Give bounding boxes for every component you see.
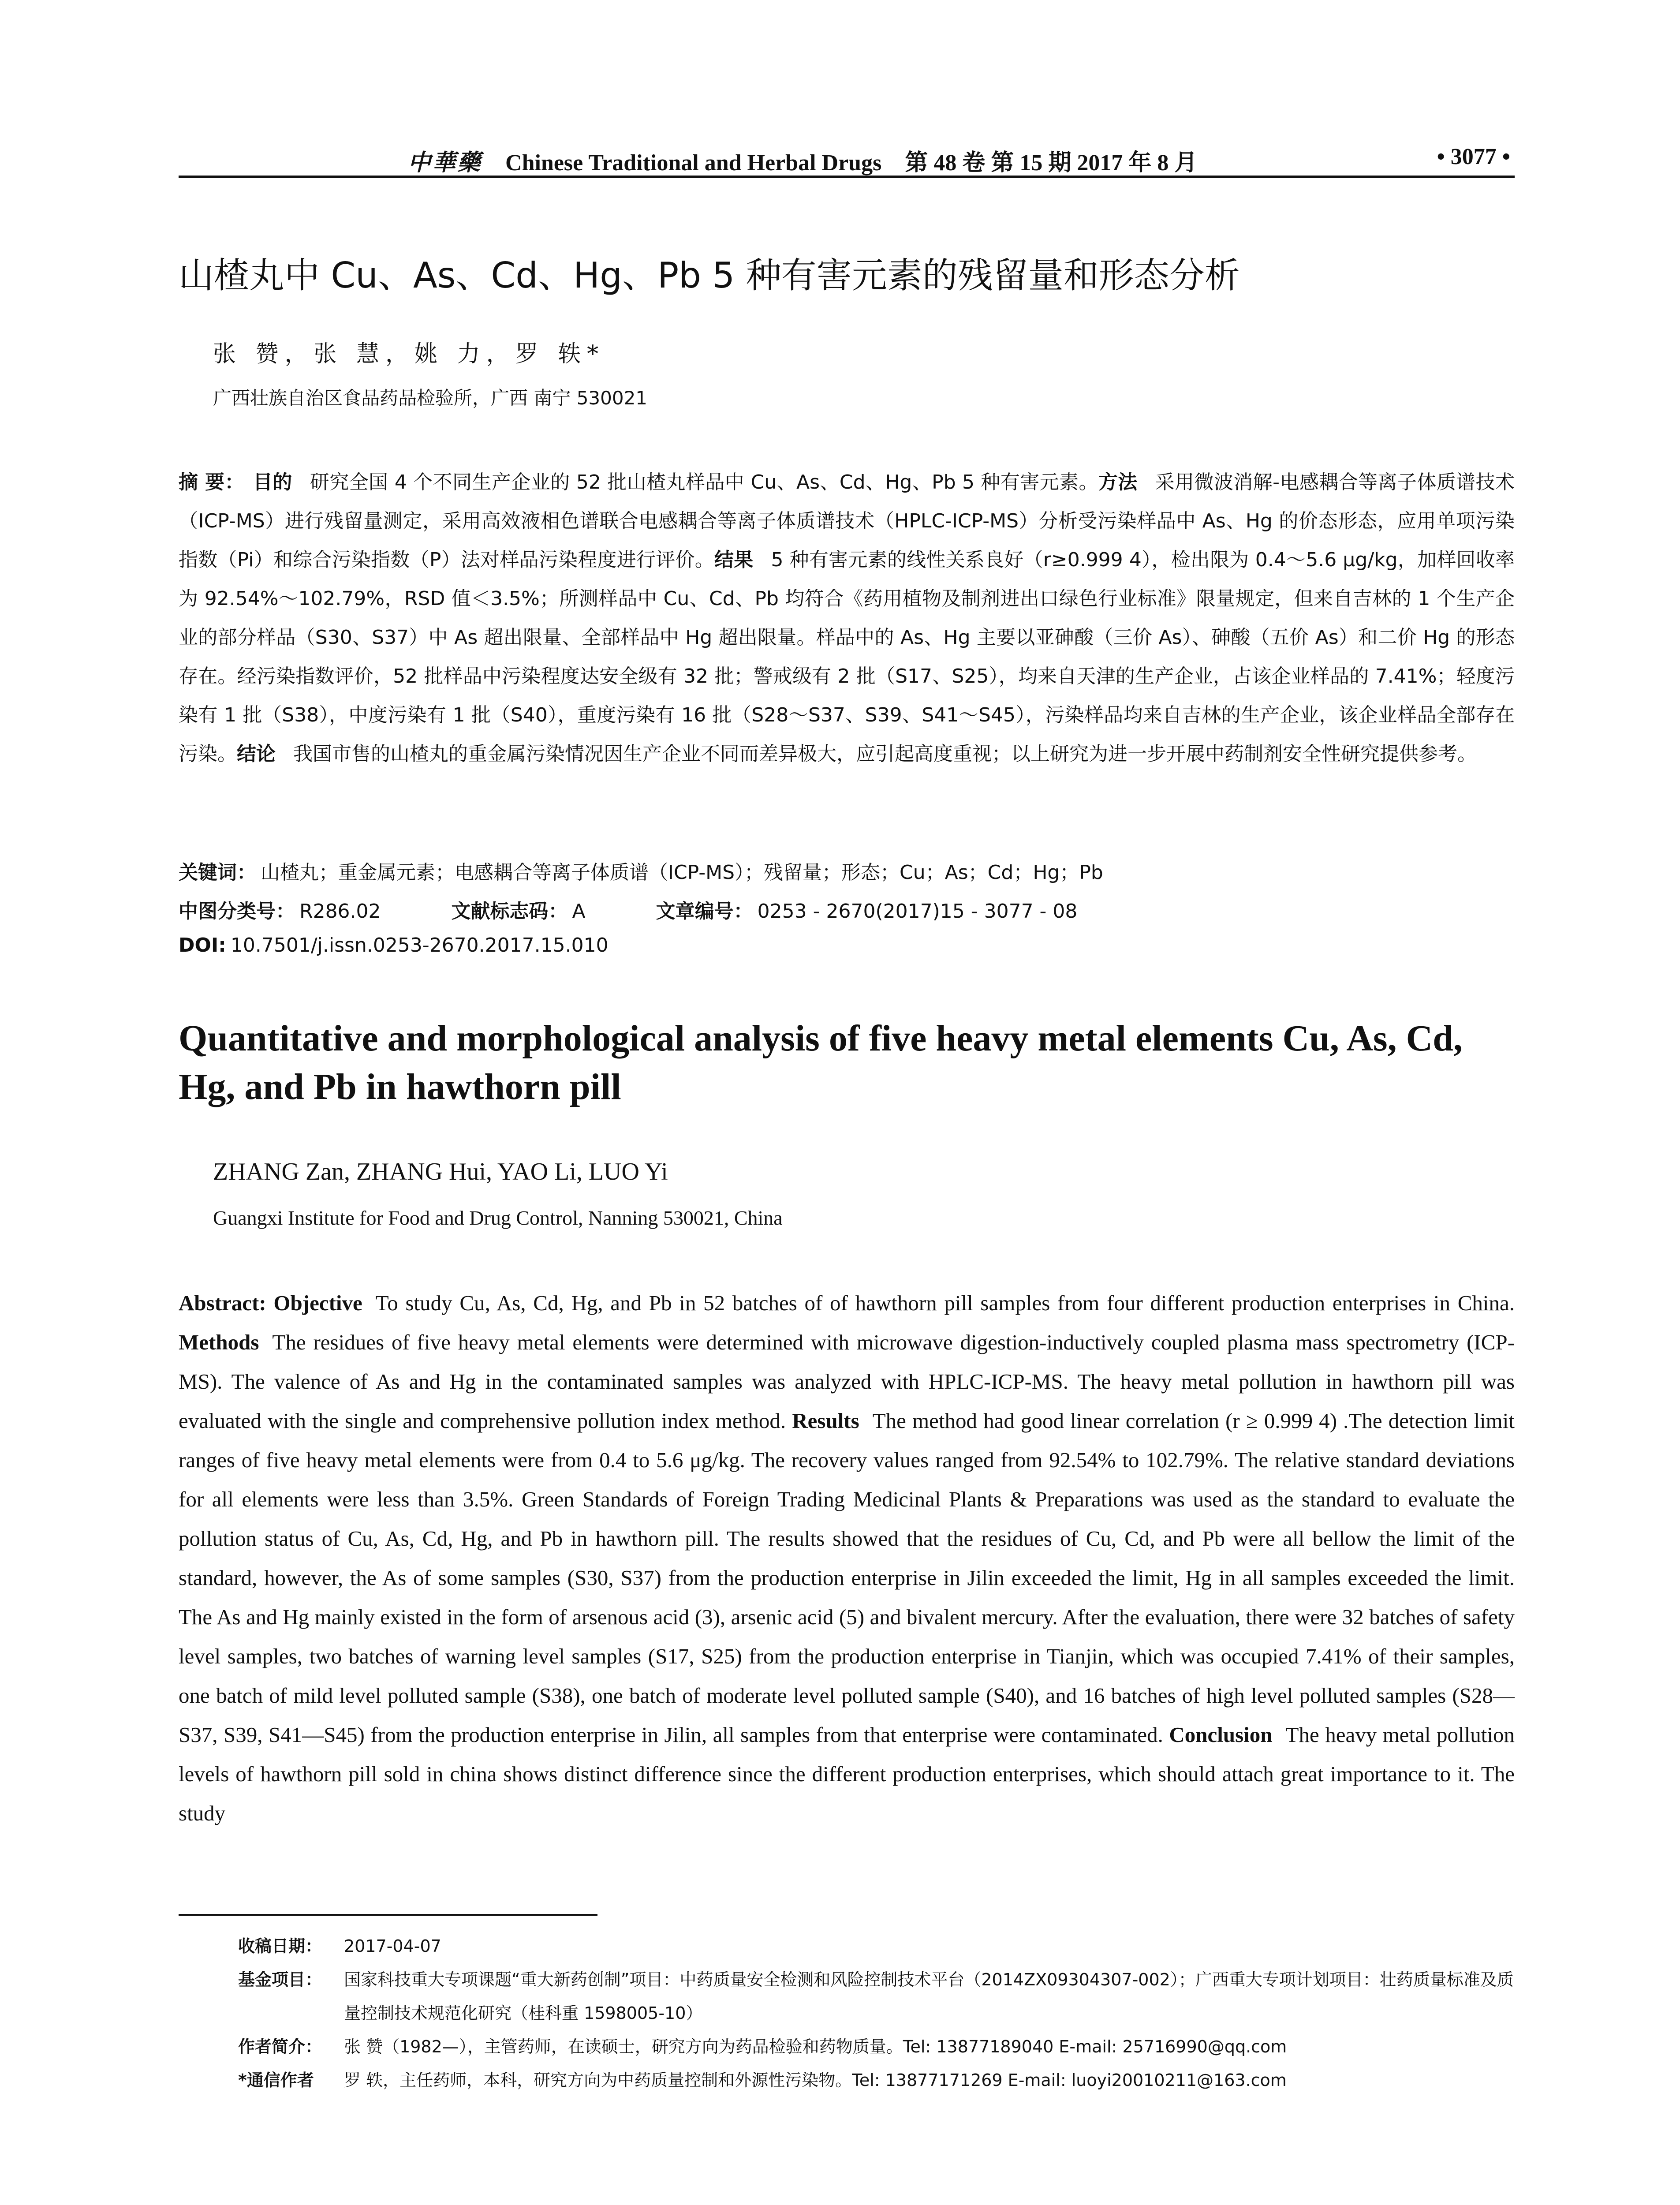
methods-label-en: Methods: [179, 1330, 259, 1354]
methods-text: 采用微波消解-电感耦合等离子体质谱技术（ICP-MS）进行残留量测定，采用高效液相色谱联合电感耦合等离子体质谱技术（HPLC-ICP-MS）分析受污染样品中 As、Hg 的价态形态，应用单项污染指数（Pi）和综合污染指数（P）法对样品污染程度进行评价。: [179, 471, 1515, 571]
keywords-label: 关键词：: [179, 861, 256, 884]
footnote-author: [238, 2030, 1515, 2063]
clc-label: 中图分类号：: [179, 900, 295, 923]
author-label: 作者简介：: [238, 2037, 322, 2056]
objective-text: 研究全国 4 个不同生产企业的 52 批山楂丸样品中 Cu、As、Cd、Hg、Pb 5 种有害元素。: [310, 471, 1098, 493]
methods-text-en: The residues of five heavy metal elements were determined with microwave digestion-inductively coupled plasma mass spectrometry (ICP-MS). The valence of As and Hg in the contaminated samples was analyzed with HPLC-ICP-MS. The heavy metal pollution in hawthorn pill was evaluated with the single and comprehensive pollution index method.: [179, 1330, 1515, 1433]
corresponding-label: *通信作者: [238, 2070, 314, 2090]
conclusion-text: 我国市售的山楂丸的重金属污染情况因生产企业不同而差异极大，应引起高度重视；以上研究为进一步开展中药制剂安全性研究提供参考。: [293, 743, 1477, 765]
objective-text-en: To study Cu, As, Cd, Hg, and Pb in 52 batches of of hawthorn pill samples from four different production enterprises in China.: [375, 1291, 1515, 1315]
journal-info: [408, 144, 1197, 177]
received-label: 收稿日期：: [238, 1936, 322, 1956]
article-number: 0253 - 2670(2017)15 - 3077 - 08: [757, 900, 1078, 923]
doc-code: A: [572, 900, 586, 923]
footnote-divider: [179, 1914, 597, 1916]
english-abstract: [179, 1283, 1515, 1833]
doi-link[interactable]: 10.7501/j.issn.0253-2670.2017.15.010: [230, 934, 609, 957]
results-text: 5 种有害元素的线性关系良好（r≥0.999 4），检出限为 0.4～5.6 μg/kg，加样回收率为 92.54%～102.79%，RSD 值＜3.5%；所测样品中 Cu、Cd、Pb 均符合《药用植物及制剂进出口绿色行业标准》限量规定，但来自吉林的 1 个生产企业的部分样品（S30、S37）中 As 超出限量、全部样品中 Hg 超出限量。样品中的 As、Hg 主要以亚砷酸（三价 As）、砷酸（五价 As）和二价 Hg 的形态存在。经污染指数评价，52 批样品中污染程度达安全级有 32 批；警戒级有 2 批（S17、S25），均来自天津的生产企业，占该企业样品的 7.41%；轻度污染有 1 批（S38），中度污染有 1 批（S40），重度污染有 16 批（S28～S37、S39、S41～S45），污染样品均来自吉林的生产企业，该企业样品全部存在污染。: [179, 549, 1515, 765]
clc-code: R286.02: [299, 900, 381, 923]
footnote-received: [238, 1929, 1515, 1963]
chinese-abstract: [179, 463, 1515, 774]
journal-name: Chinese Traditional and Herbal Drugs: [505, 150, 882, 176]
keywords: 山楂丸；重金属元素；电感耦合等离子体质谱（ICP-MS）；残留量；形态；Cu；As；Cd；Hg；Pb: [261, 861, 1103, 884]
footnote-fund: [238, 1963, 1515, 2030]
author-text: 张 赞（1982—），主管药师，在读硕士，研究方向为药品检验和药物质量。Tel: 13877189040 E-mail: 25716990@qq.com: [344, 2037, 1287, 2056]
chinese-authors: 张 赞，张 慧，姚 力，罗 轶*: [213, 341, 605, 367]
results-text-en: The method had good linear correlation (r ≥ 0.999 4) .The detection limit ranges of five heavy metal elements were from 0.4 to 5.6 μg/kg. The recovery values ranged from 92.54% to 102.79%. The relative standard deviations for all elements were less than 3.5%. Green Standards of Foreign Trading Medicinal Plants & Preparations was used as the standard to evaluate the pollution status of Cu, As, Cd, Hg, and Pb in hawthorn pill. The results showed that the residues of Cu, Cd, and Pb were all bellow the limit of the standard, however, the As of some samples (S30, S37) from the production enterprise in Jilin exceeded the limit, Hg in all samples exceeded the limit. The As and Hg mainly existed in the form of arsenous acid (3), arsenic acid (5) and bivalent mercury. After the evaluation, there were 32 batches of safety level samples, two batches of warning level samples (S17, S25) from the production enterprise in Tianjin, which was occupied 7.41% of their samples, one batch of mild level polluted sample (S38), one batch of moderate level polluted sample (S40), and 16 batches of high level polluted samples (S28—S37, S39, S41—S45) from the production enterprise in Jilin, all samples from that enterprise were contaminated.: [179, 1409, 1515, 1747]
doi-line: [179, 934, 1515, 957]
article-number-label: 文章编号：: [656, 900, 753, 923]
abstract-label-en: Abstract:: [179, 1291, 266, 1315]
results-label: 结果: [714, 549, 754, 571]
corresponding-text: 罗 轶，主任药师，本科，研究方向为中药质量控制和外源性污染物。Tel: 13877171269 E-mail: luoyi20010211@163.com: [344, 2070, 1287, 2090]
doc-code-label: 文献标志码：: [451, 900, 568, 923]
fund-text: 国家科技重大专项课题“重大新药创制”项目：中药质量安全检测和风险控制技术平台（2014ZX09304307-002）；广西重大专项计划项目：壮药质量标准及质量控制技术规范化研究（桂科重 1598005-10）: [344, 1970, 1514, 2023]
conclusion-text-en: The heavy metal pollution levels of hawthorn pill sold in china shows distinct difference since the different production enterprises, which should attach great importance to it. The study: [179, 1723, 1515, 1825]
chinese-affiliation: 广西壮族自治区食品药品检验所，广西 南宁 530021: [213, 387, 648, 409]
objective-label: 目的: [253, 471, 292, 493]
running-header: [179, 140, 1515, 178]
results-label-en: Results: [792, 1409, 859, 1433]
methods-label: 方法: [1098, 471, 1138, 493]
chinese-title: 山楂丸中 Cu、As、Cd、Hg、Pb 5 种有害元素的残留量和形态分析: [179, 255, 1240, 296]
doi-label: DOI:: [179, 934, 226, 957]
objective-label-en: Objective: [273, 1291, 362, 1315]
english-authors: ZHANG Zan, ZHANG Hui, YAO Li, LUO Yi: [213, 1158, 668, 1185]
footnote-corresponding: [238, 2063, 1515, 2097]
english-title: Quantitative and morphological analysis of five heavy metal elements Cu, As, Cd, Hg, and Pb in hawthorn pill: [179, 1018, 1463, 1107]
conclusion-label: 结论: [237, 743, 276, 765]
page-number: • 3077 •: [1437, 144, 1510, 169]
english-affiliation: Guangxi Institute for Food and Drug Control, Nanning 530021, China: [213, 1207, 783, 1229]
journal-logo: 中華藥: [408, 149, 482, 176]
fund-label: 基金项目：: [238, 1970, 322, 1989]
classification-line: [179, 895, 1515, 923]
keywords-line: [179, 856, 1515, 885]
conclusion-label-en: Conclusion: [1169, 1723, 1273, 1747]
received-date: 2017-04-07: [344, 1936, 441, 1956]
footnotes: [238, 1929, 1515, 2097]
issue-info: 第 48 卷 第 15 期 2017 年 8 月: [905, 150, 1198, 176]
abstract-label: 摘 要：: [179, 471, 244, 493]
